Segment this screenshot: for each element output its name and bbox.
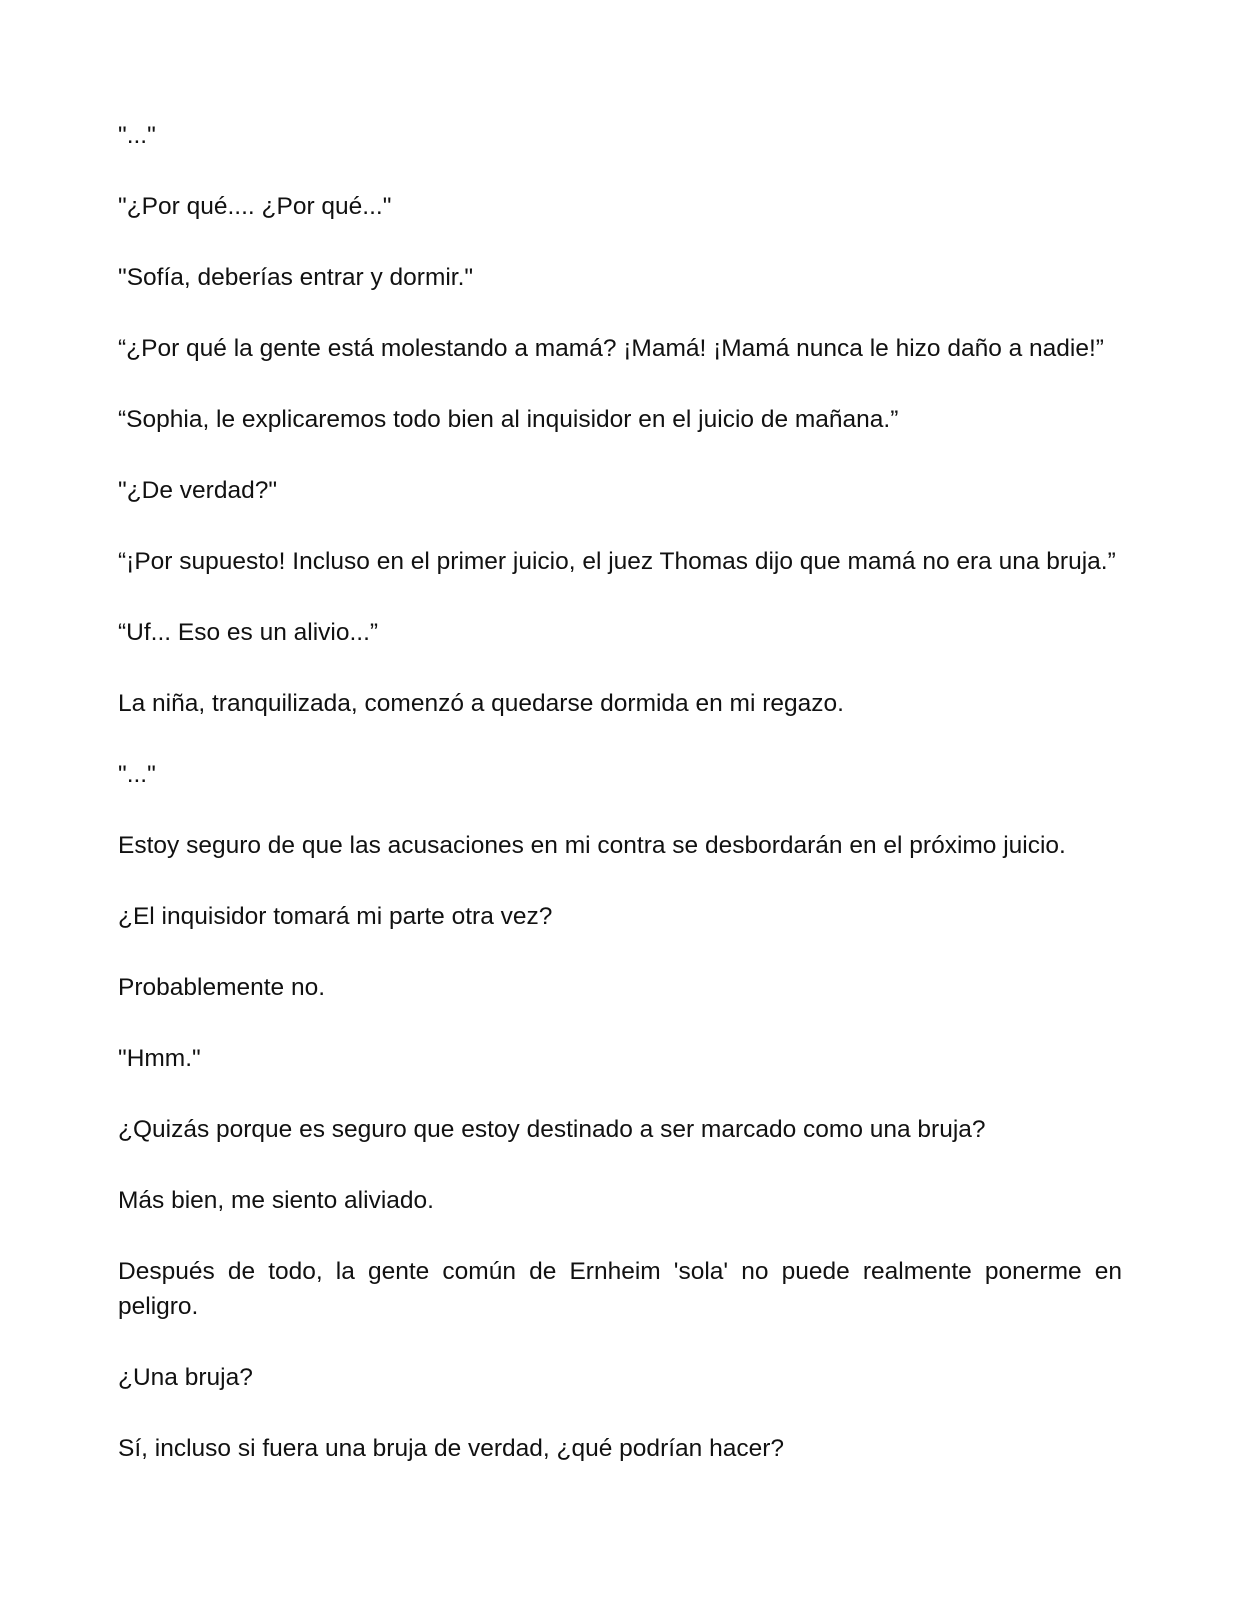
paragraph-7: “¡Por supuesto! Incluso en el primer juicio, el juez Thomas dijo que mamá no era una bruja.” — [118, 548, 1116, 575]
paragraph-6: "¿De verdad?" — [118, 477, 278, 504]
paragraph-11: Estoy seguro de que las acusaciones en mi contra se desbordarán en el próximo juicio. — [118, 832, 1066, 859]
paragraph-19: Sí, incluso si fuera una bruja de verdad, ¿qué podrían hacer? — [118, 1435, 784, 1462]
paragraph-5: “Sophia, le explicaremos todo bien al inquisidor en el juicio de mañana.” — [118, 406, 899, 433]
paragraph-9: La niña, tranquilizada, comenzó a quedarse dormida en mi regazo. — [118, 690, 844, 717]
paragraph-3: "Sofía, deberías entrar y dormir." — [118, 264, 474, 291]
paragraph-17: Después de todo, la gente común de Ernheim 'sola' no puede realmente ponerme en peligro. — [118, 1258, 1122, 1320]
paragraph-16: Más bien, me siento aliviado. — [118, 1187, 434, 1214]
paragraph-14: "Hmm." — [118, 1045, 201, 1072]
paragraph-13: Probablemente no. — [118, 974, 326, 1001]
paragraph-15: ¿Quizás porque es seguro que estoy destinado a ser marcado como una bruja? — [118, 1116, 986, 1143]
paragraph-1: "..." — [118, 122, 156, 149]
paragraph-8: “Uf... Eso es un alivio...” — [118, 619, 379, 646]
paragraph-2: "¿Por qué.... ¿Por qué..." — [118, 193, 392, 220]
document-body — [118, 118, 1122, 1502]
paragraph-18: ¿Una bruja? — [118, 1364, 253, 1391]
paragraph-12: ¿El inquisidor tomará mi parte otra vez? — [118, 903, 553, 930]
paragraph-10: "..." — [118, 761, 156, 788]
paragraph-4: “¿Por qué la gente está molestando a mamá? ¡Mamá! ¡Mamá nunca le hizo daño a nadie!” — [118, 335, 1104, 362]
